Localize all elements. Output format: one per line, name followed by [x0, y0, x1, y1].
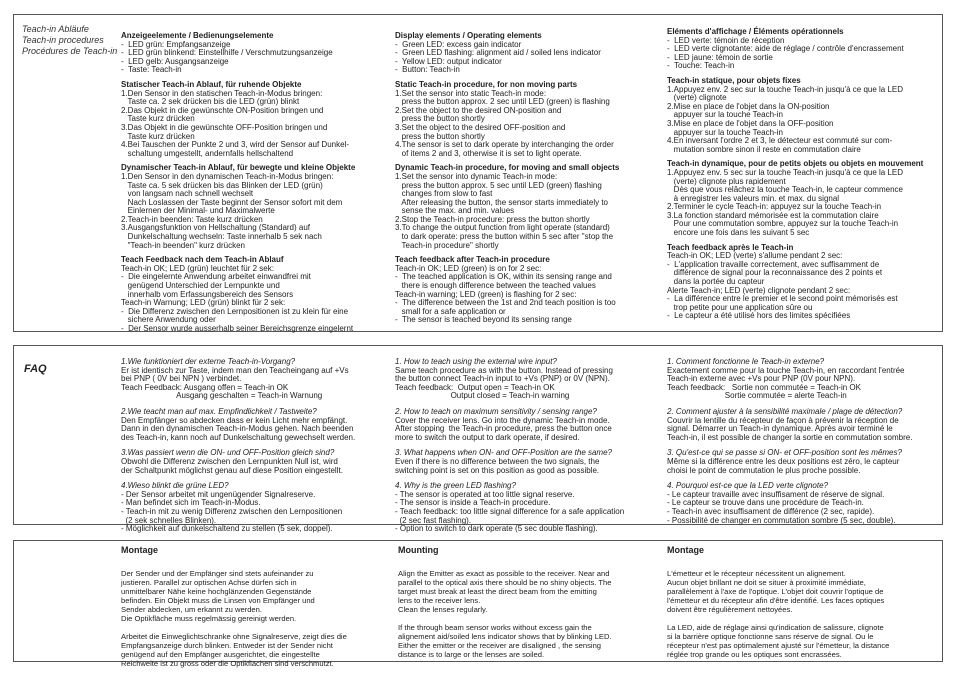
text-line: If the through beam sensor works without excess gain the [398, 623, 592, 632]
text-line: réglée trop grande ou les optiques sont encrassées. [667, 650, 842, 659]
text-line: Cover the receiver lens. Go into the dynamic Teach-in mode. [395, 415, 610, 425]
faq-item [395, 449, 657, 475]
montage-column-fr [667, 546, 937, 668]
text-line: 4.En inversant l'ordre 2 et 3, le détecteur est commuté sur com- [667, 136, 893, 146]
text-line: mutation sombre sinon il reste en commutation claire [667, 144, 861, 154]
text-line: innerhalb vom Erfassungsbereich des Sensors [121, 289, 294, 299]
text-line: Sortie commutée = alerte Teach-in [667, 391, 847, 401]
section-title: Dynamic Teach-in procedure, for moving and small objects [395, 163, 620, 173]
text-line: - The sensor is teached beyond its sensing range [395, 315, 572, 325]
text-line: distance is to large or the lenses are soiled. [398, 650, 545, 659]
faq-question: 2. How to teach on maximum sensitivity / sensing range? [395, 406, 597, 416]
montage-panel [13, 540, 943, 668]
text-line: choisi le point de commutation le plus proche possible. [667, 465, 861, 475]
text-line: Den Empfänger so abdecken dass er kein Licht mehr empfängt. [121, 415, 348, 425]
text-line: - Green LED: excess gain indicator [395, 39, 522, 49]
text-line: Teach-in OK; LED (grün) leuchtet für 2 sek: [121, 263, 274, 273]
text-line: 1.Appuyez env. 5 sec sur la touche Teach-in jusqu'à ce que la LED [667, 167, 904, 177]
faq-question: 4.Wieso blinkt die grüne LED? [121, 481, 229, 491]
text-line: 3.Das Objekt in die gewünschte OFF-Position bringen und [121, 122, 328, 132]
text-line: Teach-in externe avec +Vs pour PNP (0V pour NPN). [667, 374, 856, 384]
text-line: Teach-in warning; LED (green) is flashing for 2 sec: [395, 289, 577, 299]
text-line: Teach feedback: Output open = Teach-in OK [395, 382, 555, 392]
text-line: Taste ca. 5 sek drücken bis das Blinken der LED (grün) [121, 180, 323, 190]
text-line: appuyer sur la touche Teach-in [667, 110, 783, 120]
procedure-section [395, 32, 657, 75]
text-line: parallèlement à l'axe de l'optique. L'objet doit couvrir l'optique de [667, 587, 884, 596]
text-line: - Der Sensor arbeitet mit ungenügender Signalreserve. [121, 489, 316, 499]
text-line: - Teach feedback: too little signal difference for a safe application [395, 506, 625, 516]
text-line: Taste kurz drücken [121, 114, 195, 124]
text-line: Align the Emitter as exact as possible to the receiver. Near and [398, 569, 610, 578]
text-line: the button connect Teach-in input to +Vs (PNP) or 0V (NPN). [395, 374, 610, 384]
text-line: - La différence entre le premier et le second point mémorisés est [667, 294, 898, 304]
procedure-section [395, 81, 657, 158]
text-line: (2 sek schnelles Blinken). [121, 515, 217, 525]
text-line: si la barrière optique fonctionne sans réserve de signal. Ou le [667, 632, 874, 641]
text-line: Pour une commutation sombre, appuyez sur la touche Teach-in [667, 219, 899, 229]
faq-item [667, 358, 937, 401]
faq-question: 3. What happens when ON- and OFF-Position are the same? [395, 448, 612, 458]
montage-text-fr [667, 569, 937, 659]
faq-item [667, 408, 937, 442]
text-line: - LED grün: Empfangsanzeige [121, 39, 231, 49]
text-line: press the button shortly [395, 131, 485, 141]
text-line: changes from slow to fast [395, 189, 493, 199]
faq-label: FAQ [24, 363, 47, 375]
text-line: Teach-in procedure" shortly [395, 240, 499, 250]
text-line: Teach feedback: Sortie non commutée = Teach-in OK [667, 382, 861, 392]
faq-item [395, 358, 657, 401]
text-line: press the button approx. 2 sec until LED (green) is flashing [395, 97, 610, 107]
text-line: genügend auf den Empfänger ausgerichtet, die eingestellte [121, 650, 320, 659]
faq-column-de [121, 358, 391, 541]
text-line: récepteur n'est pas optimalement ajusté sur l'émetteur, la distance [667, 641, 890, 650]
text-line: - The sensor is operated at too little signal reserve. [395, 489, 575, 499]
text-line: Teach-in, il est possible de changer la sortie en commutation sombre. [667, 432, 913, 442]
montage-text-en [398, 569, 660, 659]
faq-item [395, 408, 657, 442]
faq-panel [13, 345, 943, 534]
text-line: 1.Set the sensor into static Teach-in mode: [395, 88, 547, 98]
procedure-section [667, 77, 937, 154]
montage-column-de [121, 546, 391, 677]
faq-item [667, 482, 937, 525]
text-line: - Possibilité de changer en commutation sombre (5 sec, double). [667, 515, 896, 525]
faq-question: 4. Why is the green LED flashing? [395, 481, 516, 491]
text-line: Einlernen der Minimal- und Maximalwerte [121, 206, 275, 216]
faq-question: 3.Was passiert wenn die ON- und OFF-Position gleich sind? [121, 448, 335, 458]
text-line: l'émetteur et du récepteur afin d'être identifié. Les faces optiques [667, 596, 885, 605]
text-line: 3.Ausgangsfunktion von Hellschaltung (Standard) auf [121, 223, 311, 233]
text-line: - Die eingelernte Anwendung arbeitet einwandfrei mit [121, 272, 311, 282]
text-line: target must break at least the direct beam from the emitting [398, 587, 597, 596]
faq-question: 1. How to teach using the external wire input? [395, 357, 557, 366]
text-line: - Der Sensor wurde ausserhalb seiner Bereichsgrenze eingelernt [121, 324, 354, 333]
text-line: 2.Das Objekt in die gewünschte ON-Position bringen und [121, 105, 324, 115]
text-line: Obwohl die Differenz zwischen den Lernpunkten Null ist, wird [121, 456, 338, 466]
text-line: Dann in den dynamischen Teach-in-Modus gehen. Nach beenden [121, 424, 354, 434]
text-line: - The sensor is inside a Teach-in procedure. [395, 498, 551, 508]
text-line: alignement aid/soiled lens indicator shows that by blinking LED. [398, 632, 612, 641]
montage-paragraph [398, 623, 660, 659]
text-line: - LED verte clignotante: aide de réglage / contrôle d'encrassement [667, 44, 904, 54]
text-line: 2.Stop the Teach-in procedure: press the button shortly [395, 214, 590, 224]
teach-in-panel [13, 14, 943, 332]
text-line: Der Sender und der Empfänger sind stets aufeinander zu [121, 569, 314, 578]
text-line: à enregistrer les valeurs min. et max. du signal [667, 193, 840, 203]
text-line: - Button: Teach-in [395, 65, 460, 75]
text-line: 2.Teach-in beenden: Taste kurz drücken [121, 214, 263, 224]
faq-item [121, 449, 391, 475]
text-line: - Teach-in avec insuffisament de différence (2 sec, rapide). [667, 506, 875, 516]
text-line: Teach-in Warnung; LED (grün) blinkt für 2 sek: [121, 298, 286, 308]
text-line: 2.Set the object to the desired ON-position and [395, 105, 562, 115]
text-line: Sender abdecken, um erkannt zu werden. [121, 605, 262, 614]
section-title: Teach-in statique, pour objets fixes [667, 75, 801, 85]
text-line: La LED, aide de réglage ainsi qu'indication de salissure, clignote [667, 623, 884, 632]
text-line: - LED jaune: témoin de sortie [667, 52, 773, 62]
text-line: - L'application travaille correctement, avec suffisamment de [667, 259, 880, 269]
faq-question: 1.Wie funktioniert der externe Teach-in-Vorgang? [121, 357, 296, 366]
text-line: 3.To change the output function from light operate (standard) [395, 223, 610, 233]
text-line: différence de signal pour la reconnaissance des 2 points et [667, 268, 883, 278]
text-line: Either the emitter or the receiver are disaligned , the sensing [398, 641, 602, 650]
procedure-section [121, 164, 391, 250]
text-line: - Le capteur a été utilisé hors des limites spécifiées [667, 311, 851, 321]
teach-column-fr [667, 28, 937, 327]
faq-item [121, 482, 391, 534]
faq-item [121, 408, 391, 442]
text-line: der Schaltpunkt möglichst genau auf diese Position eingestellt. [121, 465, 343, 475]
text-line: - Le capteur travaille avec insuffisament de réserve de signal. [667, 489, 885, 499]
text-line: Clean the lenses regularly. [398, 605, 488, 614]
text-line: more to switch the output to dark operate, if desired. [395, 432, 580, 442]
text-line: After releasing the button, the sensor starts immediately to [395, 197, 608, 207]
text-line: Even if there is no difference between the two signals, the [395, 456, 600, 466]
section-title: Eléments d'affichage / Éléments opérationnels [667, 27, 844, 36]
text-line: trop petite pour une application sûre ou [667, 302, 813, 312]
text-line: parallel to the optical axis there should be no shiny objects. The [398, 578, 612, 587]
procedure-section [121, 32, 391, 75]
text-line: 4.Bei Tauschen der Punkte 2 und 3, wird der Sensor auf Dunkel- [121, 140, 349, 150]
text-line: small for a safe application or [395, 306, 506, 316]
text-line: - Möglichkeit auf dunkelschaltend zu stellen (5 sek, doppel). [121, 524, 333, 534]
montage-column-en [398, 546, 660, 668]
text-line: befinden. Ein Objekt muss die Linsen von Empfänger und [121, 596, 315, 605]
text-line: appuyer sur la touche Teach-in [667, 127, 783, 137]
text-line: 1.Set the sensor into dynamic Teach-in mode: [395, 171, 558, 181]
text-line: sense the max. and min. values [395, 206, 515, 216]
text-line: Teach-in OK; LED (green) is on for 2 sec: [395, 263, 542, 273]
text-line: - Green LED flashing: alignment aid / soiled lens indicator [395, 48, 601, 58]
text-line: lens to the receiver lens. [398, 596, 481, 605]
montage-title-de: Montage [121, 545, 158, 555]
text-line: Taste ca. 2 sek drücken bis die LED (grün) blinkt [121, 97, 300, 107]
montage-title-fr: Montage [667, 545, 704, 555]
montage-paragraph [398, 569, 660, 614]
text-line: (verte) clignote plus rapidement [667, 176, 786, 186]
procedure-section [667, 244, 937, 321]
text-line: press the button approx. 5 sec until LED (green) flashing [395, 180, 602, 190]
text-line: des Teach-in, kann noch auf Dunkelschaltung gewechselt werden. [121, 432, 356, 442]
text-line: - LED gelb: Ausgangsanzeige [121, 56, 229, 66]
text-line: Même si la différence entre les deux positions est zéro, le capteur [667, 456, 900, 466]
section-title: Anzeigeelemente / Bedienungselemente [121, 31, 274, 40]
text-line: 3.Mise en place de l'objet dans la OFF-position [667, 118, 834, 128]
procedure-section [667, 28, 937, 71]
text-line: 3.Set the object to the desired OFF-position and [395, 122, 566, 132]
section-title: Static Teach-in procedure, for non moving parts [395, 79, 578, 89]
text-line: Empfangsanzeige durch blinken. Entweder ist der Sender nicht [121, 641, 333, 650]
text-line: 1.Den Sensor in den statischen Teach-in-Modus bringen: [121, 88, 323, 98]
text-line: 3.La fonction standard mémorisée est la commutation claire [667, 210, 879, 220]
text-line: Aucun objet brillant ne doit se situer à proximité immédiate, [667, 578, 866, 587]
faq-column-fr [667, 358, 937, 532]
teach-column-en [395, 32, 657, 331]
text-line: unmittelbarer Nähe keine hochglänzenden Gegenstände [121, 587, 312, 596]
text-line: Dès que vous relâchez la touche Teach-in, le capteur commence [667, 185, 903, 195]
text-line: Teach-in OK; LED (verte) s'allume pendant 2 sec: [667, 251, 843, 261]
procedure-section [395, 164, 657, 250]
text-line: - Le capteur se trouve dans une procédure de Teach-in. [667, 498, 864, 508]
text-line: sichere Anwendung oder [121, 315, 216, 325]
text-line: - LED verte: témoin de réception [667, 35, 785, 45]
text-line: - Die Differenz zwischen den Lernpositionen ist zu klein für eine [121, 306, 349, 316]
text-line: "Teach-in beenden" kurz drücken [121, 240, 245, 250]
faq-question: 4. Pourquoi est-ce que la LED verte clignote? [667, 481, 828, 491]
text-line: - Man befindet sich im Teach-in-Modus. [121, 498, 261, 508]
text-line: - Yellow LED: output indicator [395, 56, 502, 66]
text-line: - The teached application is OK, within its sensing range and [395, 272, 612, 282]
section-title: Teach feedback after Teach-in procedure [395, 255, 550, 265]
text-line: Couvrir la lentille du récepteur de façon à prévenir la réception de [667, 415, 899, 425]
text-line: Same teach procedure as with the button. Instead of pressing [395, 365, 613, 375]
text-line: of items 2 and 3, otherwise it is set to light operate. [395, 148, 582, 158]
text-line: switching point is set on this position as good as possible. [395, 465, 600, 475]
text-line: there is enough difference between the teached values [395, 281, 596, 291]
side-label-fr: Procédures de Teach-in [22, 46, 118, 56]
text-line: (verte) clignote [667, 93, 727, 103]
text-line: schaltung umgestellt, andernfalls hellschaltend [121, 148, 294, 158]
text-line: signal. Démarrer un Teach-in dynamique. Après avoir terminé le [667, 424, 893, 434]
montage-text-de [121, 569, 391, 668]
text-line: Er ist identisch zur Taste, indem man den Teacheingang auf +Vs [121, 365, 349, 375]
montage-paragraph [121, 569, 391, 623]
teach-column-de [121, 32, 391, 340]
text-line: von langsam nach schnell wechselt [121, 189, 254, 199]
text-line: (2 sec fast flashing). [395, 515, 472, 525]
faq-item [395, 482, 657, 534]
section-title: Teach feedback après le Teach-in [667, 242, 794, 252]
text-line: Alerte Teach-in; LED (verte) clignote pendant 2 sec: [667, 285, 851, 295]
faq-question: 2. Comment ajuster à la sensibilité maximale / plage de détection? [667, 406, 903, 416]
text-line: 1.Den Sensor in den dynamischen Teach-in-Modus bringen: [121, 171, 334, 181]
text-line: After stopping the Teach-in procedure, press the button once [395, 424, 612, 434]
text-line: - The difference between the 1st and 2nd teach position is too [395, 298, 616, 308]
faq-question: 2.Wie teacht man auf max. Empfindlichkeit / Tastweite? [121, 406, 317, 416]
text-line: genügend Unterschied der Lernpunkte und [121, 281, 280, 291]
text-line: - Option to switch to dark operate (5 sec double flashing). [395, 524, 598, 534]
text-line: Reichweite ist zu gross oder die Optikflächen sind verschmutzt. [121, 659, 334, 668]
text-line: - Taste: Teach-in [121, 65, 182, 75]
montage-paragraph [121, 632, 391, 668]
text-line: Teach Feedback: Ausgang offen = Teach-in OK [121, 382, 289, 392]
text-line: Dunkelschaltung wechseln: Taste innerhalb 5 sek nach [121, 232, 322, 242]
faq-question: 3. Qu'est-ce qui se passe si ON- et OFF-position sont les mêmes? [667, 448, 902, 458]
text-line: 1.Appuyez env. 2 sec sur la touche Teach-in jusqu'à ce que la LED [667, 84, 904, 94]
procedure-section [121, 256, 391, 333]
text-line: 4.The sensor is set to dark operate by interchanging the order [395, 140, 614, 150]
section-title: Teach-in dynamique, pour de petits objets ou objets en mouvement [667, 159, 924, 169]
text-line: 2.Mise en place de l'objet dans la ON-position [667, 101, 830, 111]
text-line: Die Optikfläche muss regelmässig gereinigt werden. [121, 614, 297, 623]
text-line: press the button shortly [395, 114, 485, 124]
text-line: justieren. Parallel zur optischen Achse dürfen sich in [121, 578, 297, 587]
procedure-section [121, 81, 391, 158]
text-line: - Teach-in mit zu wenig Differenz zwischen den Lernpositionen [121, 506, 343, 516]
side-label-de: Teach-in Abläufe [22, 24, 89, 34]
text-line: 2.Terminer le cycle Teach-in: appuyez sur la touche Teach-in [667, 202, 882, 212]
teach-side-labels [22, 24, 117, 57]
text-line: L'émetteur et le récepteur nécessitent un alignement. [667, 569, 846, 578]
procedure-section [395, 256, 657, 325]
text-line: Arbeitet die Einweglichtschranke ohne Signalreserve, zeigt dies die [121, 632, 347, 641]
text-line: - LED grün blinkend: Einstellhilfe / Verschmutzungsanzeige [121, 48, 333, 58]
section-title: Statischer Teach-in Ablauf, für ruhende Objekte [121, 79, 302, 89]
faq-item [667, 449, 937, 475]
text-line: encore une fois dans les suivant 5 sec [667, 228, 810, 238]
faq-item [121, 358, 391, 401]
procedure-section [667, 160, 937, 237]
montage-paragraph [667, 623, 937, 659]
faq-question: 1. Comment fonctionne le Teach-in externe? [667, 357, 825, 366]
text-line: Ausgang geschalten = Teach-in Warnung [121, 391, 323, 401]
text-line: bei PNP ( 0V bei NPN ) verbindet. [121, 374, 242, 384]
faq-column-en [395, 358, 657, 541]
text-line: dans la portée du capteur [667, 277, 765, 287]
section-title: Dynamischer Teach-in Ablauf, für bewegte und kleine Objekte [121, 163, 356, 173]
montage-paragraph [667, 569, 937, 614]
section-title: Display elements / Operating elements [395, 31, 542, 40]
side-label-en: Teach-in procedures [22, 35, 104, 45]
montage-title-en: Mounting [398, 545, 439, 555]
text-line: Taste kurz drücken [121, 131, 195, 141]
text-line: Output closed = Teach-in warning [395, 391, 570, 401]
text-line: doivent être régulièrement nettoyées. [667, 605, 793, 614]
text-line: Exactement comme pour la touche Teach-in, en raccordant l'entrée [667, 365, 905, 375]
text-line: - Touche: Teach-in [667, 61, 735, 71]
section-title: Teach Feedback nach dem Teach-in Ablauf [121, 255, 284, 265]
text-line: to dark operate: press the button within 5 sec after "stop the [395, 232, 614, 242]
text-line: Nach Loslassen der Taste beginnt der Sensor sofort mit dem [121, 197, 343, 207]
